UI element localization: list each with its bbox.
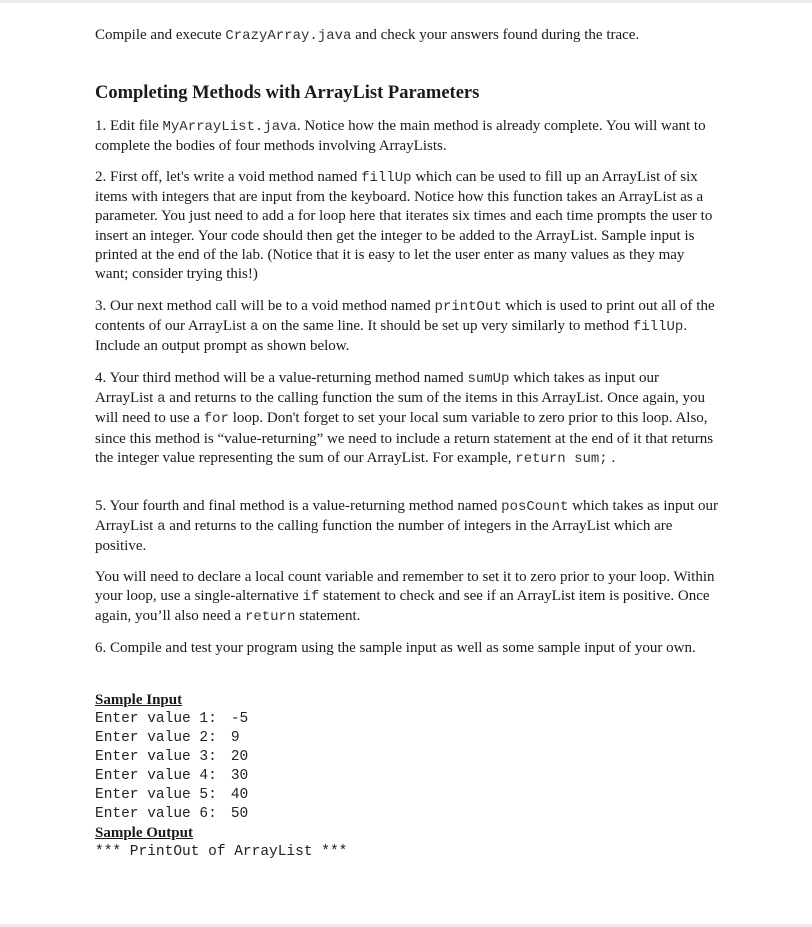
sample-output-label: Sample Output [95, 825, 193, 841]
step-4-method-name: sumUp [467, 371, 510, 387]
sample-input-line [95, 805, 720, 824]
step-3-var: a [249, 319, 259, 336]
sample-input-prompt: Enter value 6: [95, 806, 217, 822]
step-5-method-name: posCount [501, 499, 569, 515]
step-4-for-keyword: for [203, 411, 229, 428]
sample-input-prompt: Enter value 3: [95, 749, 217, 765]
step-6-text: 6. Compile and test your program using the sample input as well as some sample input of your own. [95, 640, 696, 656]
step-2-text-2: which can be used to fill up an ArrayList of six items with integers that are input from the keyboard. Notice how this function takes an ArrayList as a parameter. You just need to add a for loop here that iterates six times and each time prompts the user to insert an integer. Your code should then get the integer to be added to the ArrayList. Sample input is printed at the end of the lab. (Notice that it is easy to let the user enter as many values as they may want; consider trying this!) [95, 169, 713, 283]
step-4-text-3: and returns to the calling function the sum of the items in this ArrayList. Once again, you will need to use a [95, 390, 705, 427]
sample-input-prompt: Enter value 4: [95, 768, 217, 784]
sample-input-value: 50 [230, 806, 249, 822]
step-1-text-2: . Notice how the main method is already complete. You will want to complete the bodies of four methods involving ArrayLists. [95, 118, 706, 155]
intro-text: Compile and execute [95, 27, 226, 43]
step-5-note-paragraph [95, 568, 720, 628]
step-1-text: 1. Edit file [95, 118, 163, 134]
sample-input-prompt: Enter value 2: [95, 730, 217, 746]
sample-output-line: *** PrintOut of ArrayList *** [95, 844, 348, 860]
sample-input-value: -5 [230, 711, 249, 727]
step-3-text-2: which is used to print out all of the contents of our ArrayList [95, 298, 715, 335]
sample-input-value: 40 [230, 787, 249, 803]
step-1-paragraph [95, 117, 720, 156]
sample-input-line [95, 729, 720, 748]
section-title: Completing Methods with ArrayList Parameters [95, 83, 480, 103]
step-2-paragraph [95, 168, 720, 284]
step-5-note-text-2: statement to check and see if an ArrayList item is positive. Once again, you’ll also need a [95, 588, 710, 625]
step-4-text-4: loop. Don't forget to set your local sum variable to zero prior to this loop. Also, since this method is “value-returning” we need to include a return statement at the end of it that returns the integer value representing the sum of our ArrayList. For example, [95, 410, 714, 466]
intro-paragraph [95, 26, 720, 46]
step-5-return-keyword: return [244, 609, 296, 626]
step-5-text-2: which takes as input our ArrayList [95, 498, 718, 535]
intro-text-2: and check your answers found during the trace. [351, 27, 640, 43]
step-5-note-text-3: statement. [295, 608, 361, 625]
step-5-text-3: and returns to the calling function the number of integers in the ArrayList which are positive. [95, 518, 673, 555]
step-5-paragraph [95, 497, 720, 557]
sample-input-line [95, 786, 720, 805]
sample-input-prompt: Enter value 1: [95, 711, 217, 727]
step-2-text: 2. First off, let's write a void method named [95, 169, 362, 185]
step-3-ref-method: fillUp [632, 319, 684, 336]
step-1-filename: MyArrayList.java [162, 119, 297, 135]
sample-input-prompt: Enter value 5: [95, 787, 217, 803]
step-5-var: a [157, 519, 166, 536]
step-4-var: a [157, 391, 166, 408]
step-4-paragraph [95, 369, 720, 469]
sample-input-line [95, 767, 720, 786]
step-4-return-example: return sum; [515, 450, 608, 467]
step-5-note-text: You will need to declare a local count variable and remember to set it to zero prior to your loop. Within your loop, use a single-alternative [95, 569, 715, 605]
step-4-text-5: . [607, 449, 616, 466]
step-5-text: 5. Your fourth and final method is a value-returning method named [95, 498, 502, 514]
step-3-text-4: . Include an output prompt as shown below. [95, 318, 688, 355]
step-4-text-2: which takes as input our ArrayList [95, 370, 660, 407]
sample-input-block [95, 710, 720, 824]
step-3-method-name: printOut [434, 299, 502, 315]
intro-filename: CrazyArray.java [225, 28, 352, 44]
step-3-paragraph [95, 297, 720, 357]
sample-input-line [95, 748, 720, 767]
sample-input-value: 9 [230, 730, 240, 746]
step-2-method-name: fillUp [361, 170, 412, 186]
step-3-text-3: on the same line. It should be set up very similarly to method [258, 318, 633, 335]
sample-input-label: Sample Input [95, 692, 183, 708]
sample-input-line [95, 710, 720, 729]
step-5-if-keyword: if [302, 589, 320, 606]
step-6-paragraph [95, 639, 720, 658]
sample-input-value: 30 [230, 768, 249, 784]
step-3-text: 3. Our next method call will be to a void method named [95, 298, 435, 314]
step-4-text: 4. Your third method will be a value-returning method named [95, 370, 468, 386]
sample-input-value: 20 [230, 749, 249, 765]
